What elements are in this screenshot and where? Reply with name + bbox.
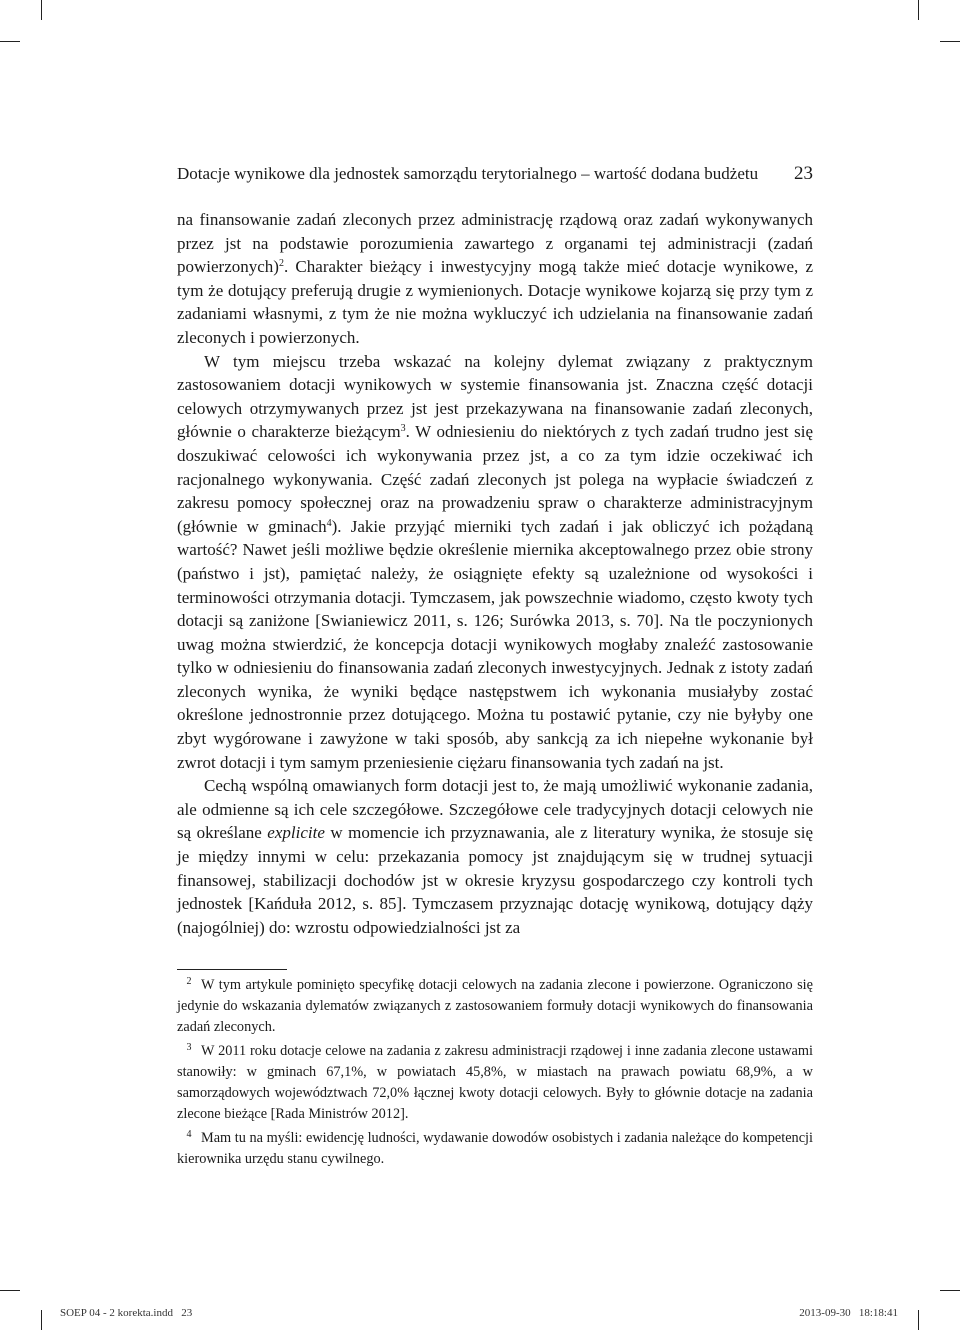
crop-mark [41, 0, 42, 20]
crop-mark [940, 41, 960, 42]
running-title: Dotacje wynikowe dla jednostek samorządu terytorialnego – wartość dodana budżetu [177, 164, 759, 183]
footnote-ref: 3 [400, 423, 406, 435]
running-header [177, 163, 813, 185]
footnotes [177, 975, 813, 1173]
footnote: 2 W tym artykule pominięto specyfikę dotacji celowych na zadania zlecone i powierzone. Ograniczono się jedynie do wskazania dylematów związanych z zastosowaniem formuły dotacji wynikowych do finansowania zadań zleconych. [177, 976, 813, 1035]
emphasis: explicite [267, 823, 325, 843]
file-name: SOEP 04 - 2 korekta.indd 23 [60, 1307, 193, 1319]
footnote-ref: 4 [326, 517, 332, 529]
crop-mark [41, 1310, 42, 1330]
footnote: 3 W 2011 roku dotacje celowe na zadania z zakresu administracji rządowej i inne zadania zlecone ustawami stanowiły: w gminach 67,1%, w powiatach 45,8%, w miastach na prawach powiatu 68,9%, a w samorządowych województwach 72,0% łącznej kwoty dotacji celowych. Były to głównie dotacje na zadania zlecone bieżące [Rada Ministrów 2012]. [177, 1042, 813, 1122]
crop-mark [940, 1290, 960, 1291]
crop-mark [918, 1310, 919, 1330]
crop-mark [918, 0, 919, 20]
footnote-separator [177, 969, 287, 970]
paragraph: W tym miejscu trzeba wskazać na kolejny dylemat związany z praktycznym zastosowaniem dotacji wynikowych w systemie finansowania jst. Znaczna część dotacji celowych otrzymywanych przez jst jest przekazywana na finansowanie zadań zleconych, głównie o charakterze bieżącym$^3$. W odniesieniu do niektórych z tych zadań trudno jest się doszukiwać celowości ich wykonywania przez jst, a co za tym idzie oczekiwać ich racjonalnego wykonywania. Część zadań zleconych jst polega na wypłacie świadczeń z zakresu pomocy społecznej oraz na prowadzeniu spraw o charakterze administracyjnym (głównie w gminach$^4$). Jakie przyjąć mierniki tych zadań i jak obliczyć ich pożądaną wartość? Nawet jeśli możliwe będzie określenie miernika akceptowalnego przez obie strony (państwo i jst), pamiętać należy, że osiągnięte efekty są uzależnione od wysokości i terminowości otrzymania dotacji. Tymczasem, jak powszechnie wiadomo, często kwoty tych dotacji są zaniżone [Swianiewicz 2011, s. 126; Surówka 2013, s. 70]. Na tle poczynionych uwag można stwierdzić, że koncepcja dotacji wynikowych mogłaby znaleźć zastosowanie tylko w odniesieniu do finansowania zadań zleconych inwestycyjnych. Jednak z istoty zadań zleconych wynika, że wyniki będące następstwem ich wykonania musiałyby zostać określone jednostronnie przez dotującego. Można tu postawić pytanie, czy nie byłyby one zbyt wygórowane i zawyżone w taki sposób, aby sankcją za ich niepełne wykonanie był zwrot dotacji i tym samym przeniesienie ciężaru finansowania tych zadań na jst. [177, 351, 813, 772]
print-slug [60, 1307, 898, 1319]
footnote: 4 Mam tu na myśli: ewidencję ludności, wydawanie dowodów osobistych i zadania należące do kompetencji kierownika urzędu stanu cywilnego. [177, 1129, 813, 1167]
crop-mark [0, 1290, 20, 1291]
print-timestamp: 2013-09-30 18:18:41 [799, 1307, 898, 1319]
paragraph: na finansowanie zadań zleconych przez administrację rządową oraz zadań wykonywanych przez jst na podstawie porozumienia zawartego z organami tej administracji (zadań powierzonych)$^2$. Charakter bieżący i inwestycyjny mogą także mieć dotacje wynikowe, z tym że dotujący preferują drugie z wymienionych. Dotacje wynikowe kojarzą się przy tym z zadaniami własnymi, z tym że nie można wykluczyć ich udzielania na finansowanie zadań zleconych i powierzonych. [177, 210, 813, 347]
body-text [177, 208, 813, 939]
page-number: 23 [794, 163, 813, 184]
footnote-ref: 2 [278, 258, 284, 270]
crop-mark [0, 41, 20, 42]
paragraph: Cechą wspólną omawianych form dotacji jest to, że mają umożliwić wykonanie zadania, ale odmienne są ich cele szczegółowe. Szczegółowe cele tradycyjnych dotacji celowych nie są określane explicite w momencie ich przyznawania, ale z literatury wynika, że stosuje się je między innymi w celu: przekazania pomocy jst znajdującym się w trudnej sytuacji finansowej, stabilizacji dochodów jst w okresie kryzysu gospodarczego czy kontroli tych jednostek [Kańduła 2012, s. 85]. Tymczasem przyznając dotację wynikową, dotujący dąży (najogólniej) do: wzrostu odpowiedzialności jst za [177, 776, 813, 937]
